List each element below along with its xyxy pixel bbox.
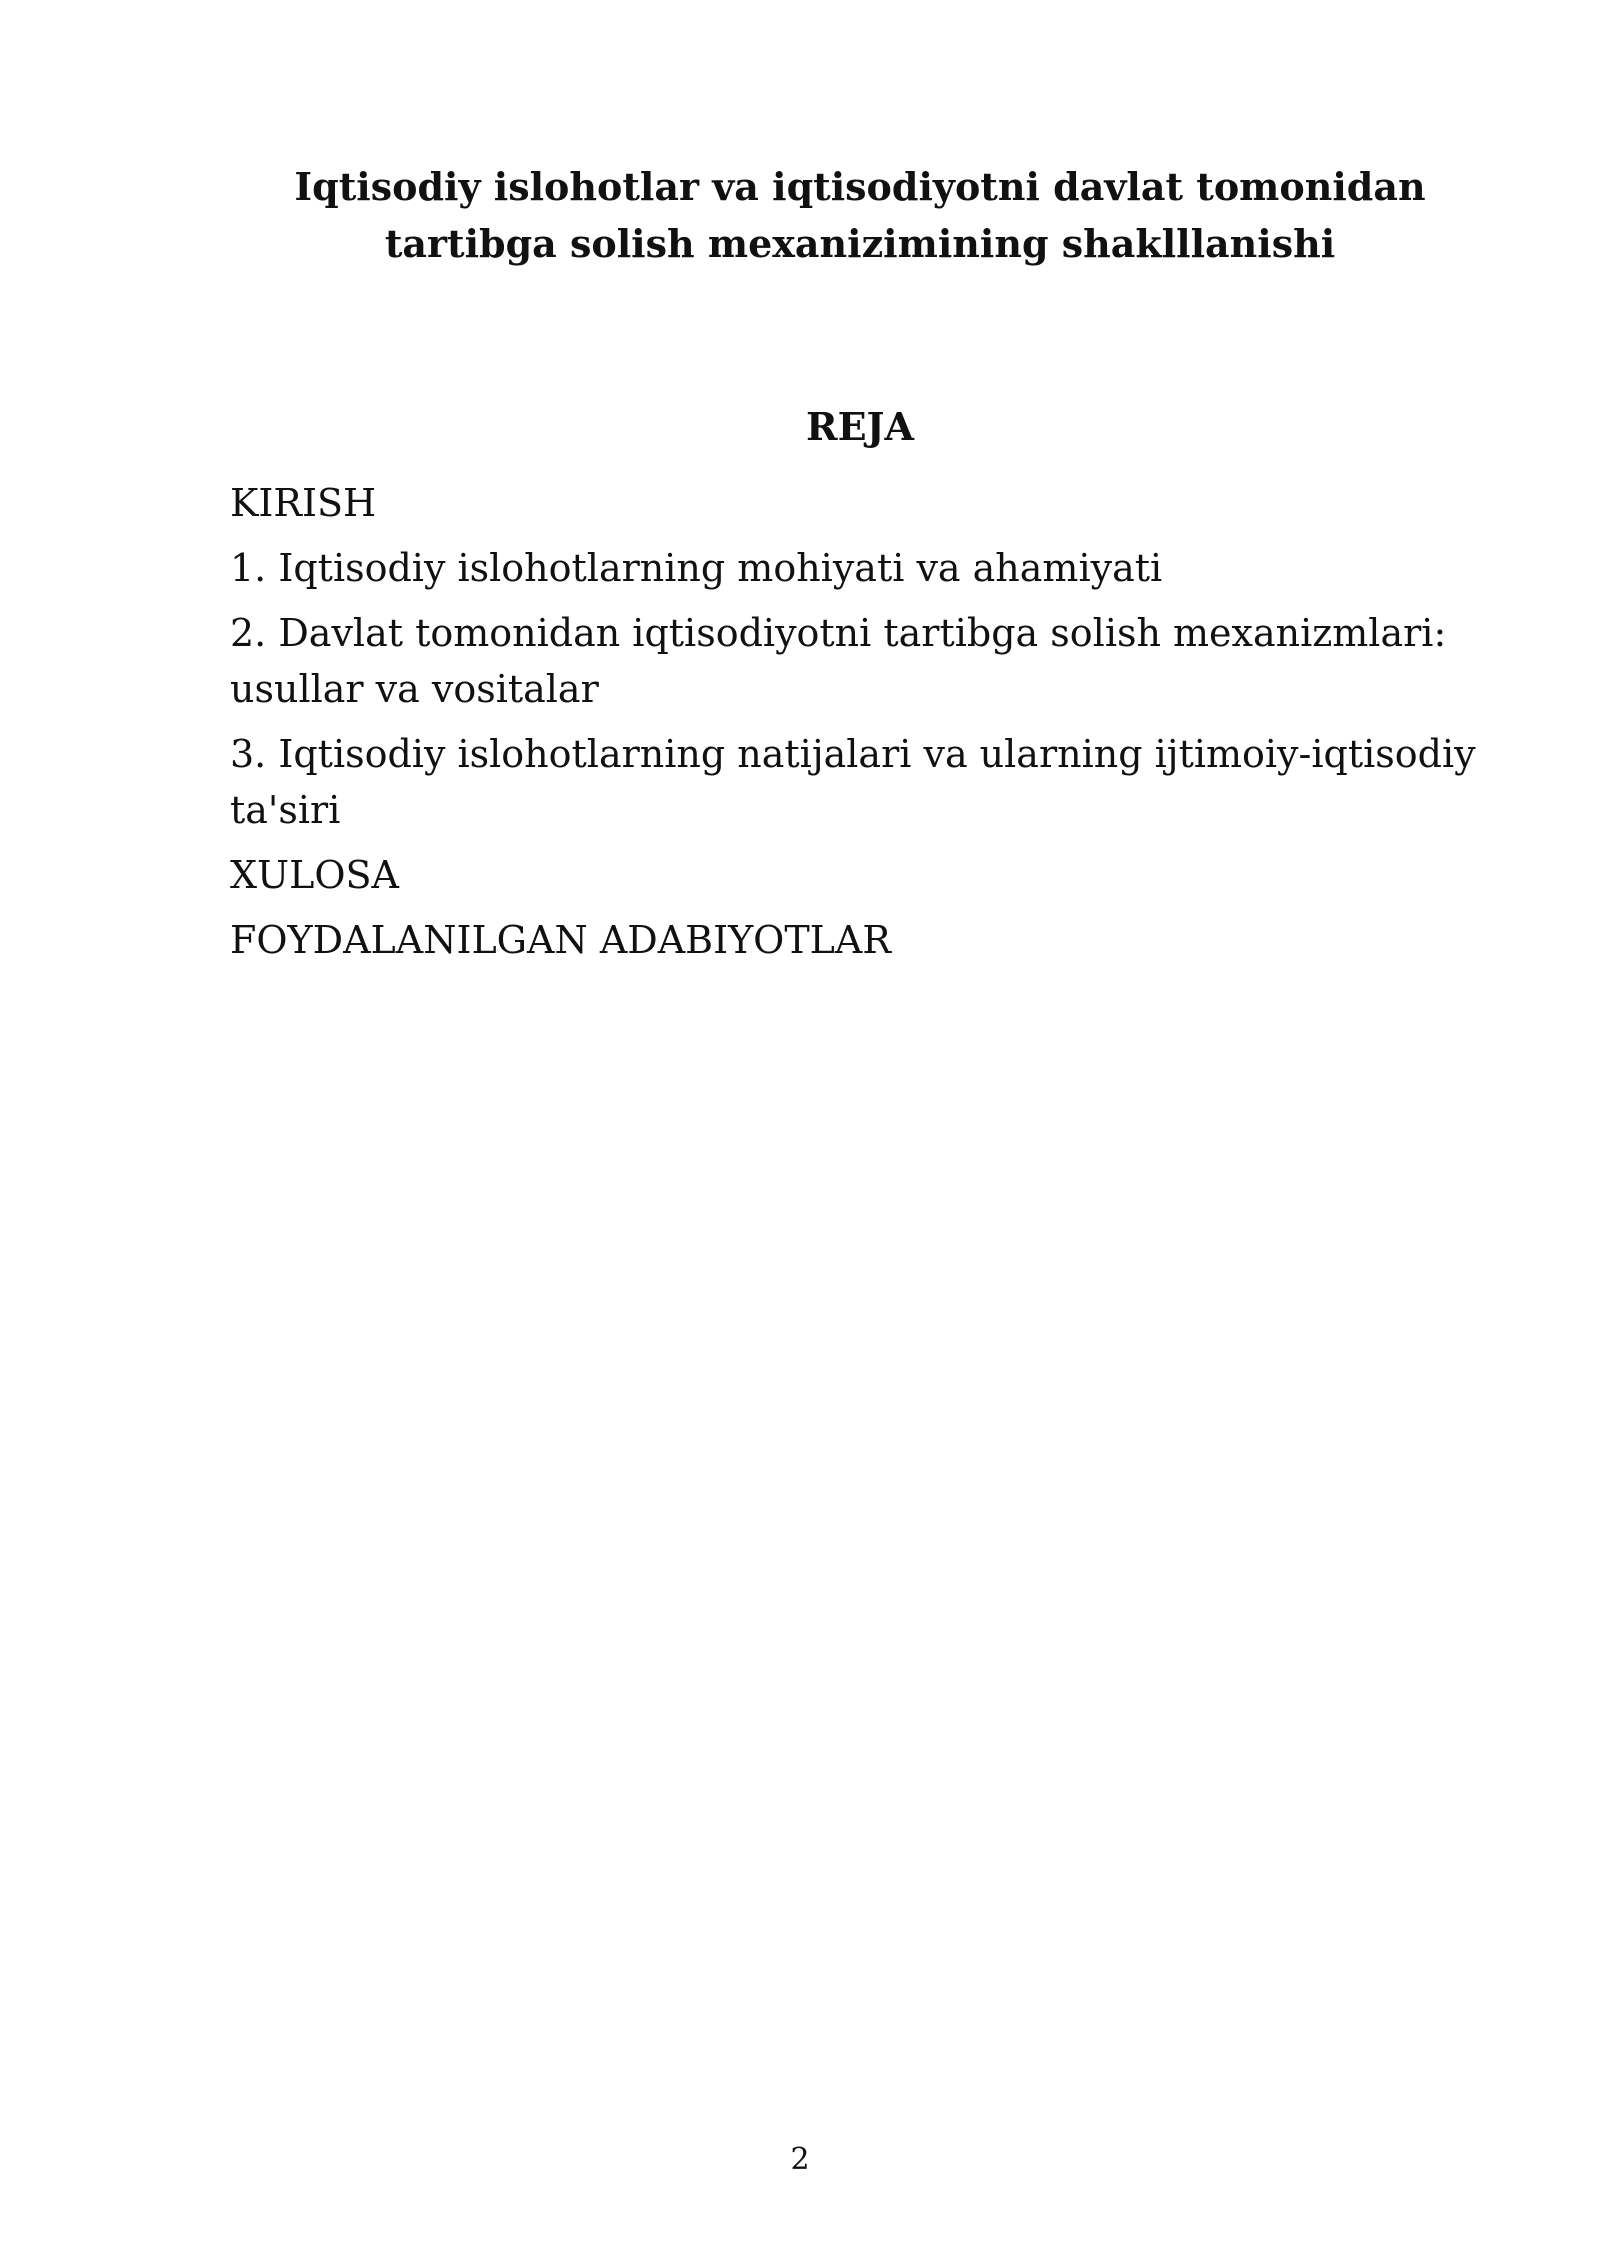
plan-item-3: 3. Iqtisodiy islohotlarning natijalari va ularning ijtimoiy-iqtisodiy ta'siri bbox=[230, 732, 1476, 832]
plan-list bbox=[230, 475, 1510, 977]
plan-item-2: 2. Davlat tomonidan iqtisodiyotni tartibga solish mexanizmlari: usullar va vositalar bbox=[230, 611, 1447, 711]
document-title-line-1: Iqtisodiy islohotlar va iqtisodiyotni davlat tomonidan bbox=[294, 164, 1426, 209]
plan-item-1: 1. Iqtisodiy islohotlarning mohiyati va ahamiyati bbox=[230, 546, 1163, 590]
page-number: 2 bbox=[790, 2142, 810, 2177]
plan-item-references: FOYDALANILGAN ADABIYOTLAR bbox=[230, 918, 891, 962]
document-title bbox=[230, 158, 1490, 272]
document-title-line-2: tartibga solish mexanizimining shaklllanishi bbox=[384, 221, 1336, 266]
plan-item-introduction: KIRISH bbox=[230, 481, 377, 525]
plan-heading: REJA bbox=[805, 404, 914, 449]
plan-item-conclusion: XULOSA bbox=[230, 853, 399, 897]
